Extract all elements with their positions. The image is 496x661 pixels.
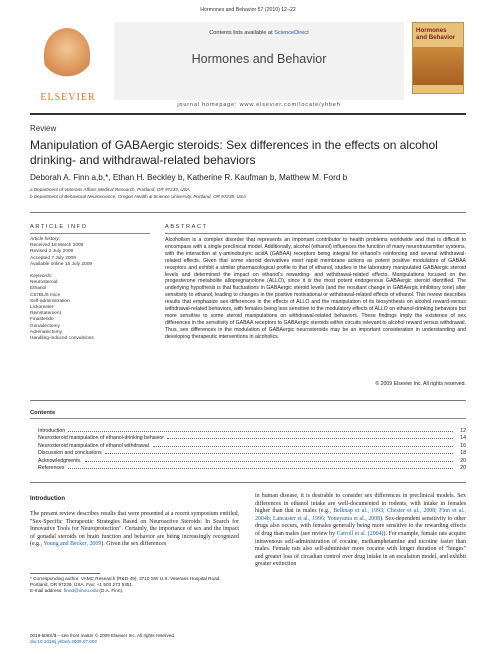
email-link[interactable]: finnd@ohsu.edu <box>63 588 99 593</box>
toc-leader <box>68 431 453 432</box>
keyword: Gonadectomy <box>30 323 60 329</box>
keyword: Ethanol <box>30 286 47 292</box>
toc-label: Discussion and conclusions <box>38 450 102 457</box>
keyword: Finasteride <box>30 317 54 323</box>
history-item: Accepted 7 July 2009 <box>30 255 76 261</box>
footnote-text: * Corresponding author. VAMC Research (R&D-49), 3710 SW U.S. Veterans Hospital Road, Portland, OR 97239, USA. Fax: +1 503 273 5351. <box>30 576 221 587</box>
keywords-label: Keywords: <box>30 274 53 280</box>
header-divider <box>30 212 466 213</box>
toc-label: Acknowledgments. <box>38 457 82 464</box>
history-item: Revised 2 July 2009 <box>30 249 74 255</box>
keyword: Neurosteroid <box>30 280 58 286</box>
toc-leader <box>153 446 453 447</box>
toc-entry[interactable] <box>38 458 466 465</box>
cover-title-line1: Hormones <box>416 27 447 34</box>
toc-label: Introduction <box>38 428 66 434</box>
toc-label: References <box>38 465 65 472</box>
toc-entry[interactable] <box>38 450 466 457</box>
keyword: Reinstatement <box>30 311 61 317</box>
email-suffix: (D.A. Finn). <box>98 588 124 593</box>
journal-cover-thumbnail[interactable] <box>412 22 464 94</box>
toc-entry[interactable] <box>38 428 466 435</box>
toc-entry[interactable] <box>38 443 466 450</box>
abstract-text: Alcoholism is a complex disorder that represents an important contributor to health problems worldwide and that is difficult to encompass with a single preclinical model. Additionally, alcohol (ethanol) influences the function of many neurotransmitter systems, with the interaction at γ-aminobutyric acidA (GABAA) receptors being integral for ethanol's reinforcing and several withdrawal-related effects. Given that some steroid derivatives exert rapid membrane actions as potent positive modulators of GABAA receptors and exhibit a similar pharmacological profile to that of ethanol, studies in the laboratory manipulated GABAergic steroid levels and determined the impact on ethanol's rewarding- and withdrawal-related effects. Manipulations focused on the progesterone metabolite allopregnanolone (ALLO), since it is the most potent endogenous GABAergic steroid identified. The underlying hypothesis is that fluctuations in GABAergic steroid levels (and the resultant change in GABAergic inhibitory tone) alter sensitivity to ethanol, leading to changes in the positive motivational or withdrawal-related effects of ethanol. This review describes results that emphasize sex differences in the effects of ALLO and the manipulation of its biosynthesis on alcohol reward-versus withdrawal-related behaviors, with females being less sensitive to the modulatory effects of ALLO on ethanol-drinking behaviors but more sensitive to some steroid manipulations on withdrawal-related behaviors. These findings imply the existence of sex differences in the sensitivity of GABAA receptors to GABAergic steroids within circuits relevant to alcohol reward versus withdrawal. Thus, sex differences in the modulation of GABAergic neurosteroids may be an important consideration in understanding and developing therapeutic interventions in alcoholics. <box>165 237 466 340</box>
toc-leader <box>68 468 453 469</box>
article-section: Review <box>30 124 57 133</box>
history-item: Received 18 March 2009 <box>30 243 84 249</box>
toc-page: 18 <box>460 450 466 457</box>
history-item: Available online 15 July 2009 <box>30 261 93 267</box>
journal-homepage[interactable]: journal homepage: www.elsevier.com/locate/yhbeh <box>177 102 341 108</box>
toc-leader <box>85 461 453 462</box>
keyword: Handling-induced convulsions <box>30 336 94 342</box>
contents-divider <box>30 482 466 483</box>
body-text: in human disease, it is desirable to consider sex differences in preclinical models. Sex differences in ethanol intake are well-documented in rodents, with intake in females higher than that in males (e.g., <box>255 493 466 515</box>
toc-leader <box>105 453 453 454</box>
cover-title-line2: and Behavior <box>416 34 456 41</box>
cover-title <box>416 27 460 41</box>
article-info <box>30 237 140 342</box>
cover-artwork <box>413 47 463 85</box>
elsevier-logo[interactable] <box>30 22 106 104</box>
issn-line: 0018-506X/$ – see front matter © 2009 Elsevier Inc. All rights reserved. <box>30 633 176 638</box>
page-footer <box>30 633 240 645</box>
article-info-rule <box>30 233 150 234</box>
journal-reference: Hormones and Behavior 57 (2010) 12–22 <box>200 7 296 13</box>
contents-prefix: Contents lists available at <box>209 30 275 36</box>
body-text: ). Sex-dependent sensitivity to other drugs also occurs, with females generally being more sensitive to the rewarding effects of drug than males (see review by <box>255 515 466 537</box>
toc-page: 20 <box>460 457 466 464</box>
contents-header: Contents <box>30 410 56 416</box>
doi-link[interactable]: doi:10.1016/j.yhbeh.2009.07.002 <box>30 639 97 644</box>
affiliation-a: a Department of Veterans Affairs Medical Research, Portland, OR 97239, USA <box>30 187 190 192</box>
affiliation-b: b Department of Behavioral Neuroscience, Oregon Health & Science University, Portland, OR 97239, USA <box>30 194 246 199</box>
toc-entry[interactable] <box>38 435 466 442</box>
footnote-rule <box>30 573 100 574</box>
article-title: Manipulation of GABAergic steroids: Sex differences in the effects on alcohol drinking- and withdrawal-related behaviors <box>30 138 438 167</box>
keyword: Lickometer <box>30 305 54 311</box>
citation-link[interactable]: Belknap et al., 1993; Chester et al., 2008; Finn et al., 2004b; Lancaster et al., 1996; Yoneyama et al., 2008 <box>255 508 466 522</box>
keyword: Self-administration <box>30 298 70 304</box>
masthead-divider <box>30 113 466 115</box>
elsevier-tree-icon <box>44 28 90 80</box>
body-text: ). For example, female rats acquire intravenous self-administration of cocaine, methamphetamine and nicotine faster than males. Female rats also self-administer more cocaine with longer duration of "binges" and greater loss of circadian control over drug intake in an escalation model, and exhibit greater extinction <box>255 530 466 568</box>
contents-availability <box>114 30 404 36</box>
body-left-column <box>30 511 239 549</box>
abstract-copyright: © 2009 Elsevier Inc. All rights reserved. <box>375 381 466 387</box>
toc-page: 20 <box>460 465 466 472</box>
citation-link[interactable]: Young and Becker, 2009 <box>43 541 102 548</box>
history-label: Article history: <box>30 237 61 242</box>
abstract-divider <box>30 400 466 401</box>
journal-banner <box>114 22 404 100</box>
intro-text-end: ). Given the sex differences <box>101 541 167 548</box>
toc-entry[interactable] <box>38 465 466 472</box>
toc-leader <box>167 438 453 439</box>
body-right-column <box>255 493 466 569</box>
keyword: C57BL/6 mice <box>30 292 61 298</box>
elsevier-wordmark: ELSEVIER <box>40 92 96 103</box>
toc-page: 14 <box>460 435 466 442</box>
sciencedirect-link[interactable]: ScienceDirect <box>274 30 309 36</box>
citation-link[interactable]: Carroll et al. (2004) <box>336 530 384 537</box>
corresponding-author-footnote <box>30 576 240 594</box>
journal-title: Hormones and Behavior <box>191 52 327 66</box>
footnote-email-line <box>30 588 240 594</box>
toc-label: Neurosteroid manipulation of ethanol-drinking behavior <box>38 435 165 442</box>
email-label: E-mail address: <box>30 588 64 593</box>
masthead <box>30 18 466 112</box>
toc-page: 12 <box>460 428 466 434</box>
abstract-header: ABSTRACT <box>165 224 208 230</box>
table-of-contents <box>38 428 466 472</box>
intro-text: The present review describes results that were presented at a recent symposium entitled, "Sex-Specific Therapeutic Strategies Based on Neuroactive Steroids: In Search for Innovative Tools for Neuroprotection". Certainly, the importance of sex and the impact of gonadal steroids on brain function and behavior are being increasingly recognized (e.g., <box>30 511 239 548</box>
abstract-rule <box>165 233 466 234</box>
contents-rule <box>30 418 466 419</box>
author-list: Deborah A. Finn a,b,*, Ethan H. Beckley b, Katherine R. Kaufman b, Matthew M. Ford b <box>30 173 348 182</box>
keyword: Adrenalectomy <box>30 329 62 335</box>
article-info-header: ARTICLE INFO <box>30 224 88 230</box>
introduction-heading: Introduction <box>30 496 65 502</box>
toc-page: 16 <box>460 442 466 449</box>
toc-label: Neurosteroid manipulation of ethanol withdrawal. <box>38 442 151 449</box>
